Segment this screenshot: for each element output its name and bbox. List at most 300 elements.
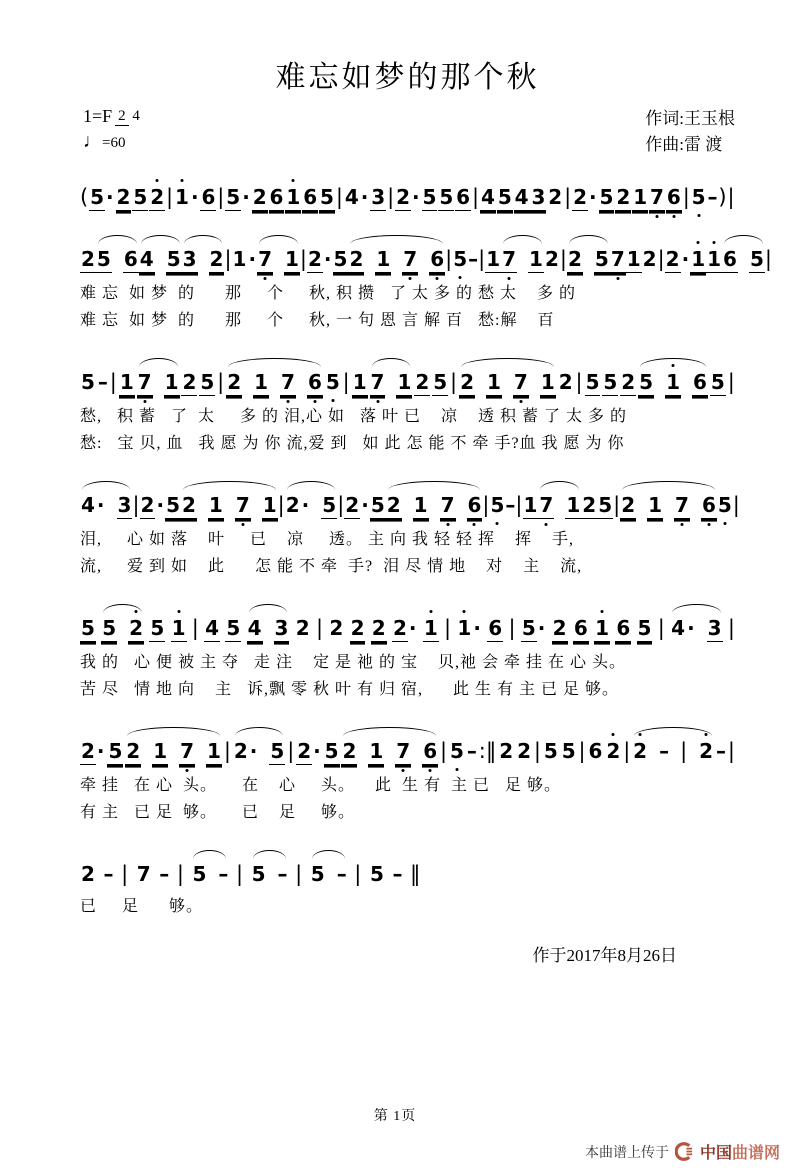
note: [438, 185, 454, 211]
barline: |: [342, 370, 350, 394]
note: [521, 616, 547, 642]
slur: [181, 493, 278, 519]
note-digit: 5: [749, 247, 764, 271]
lyrics-row: 愁, 积 蓄 了 太 多 的 泪,心 如 落 叶 已 凉 透 积 蓄 了 太 多 的: [80, 408, 628, 425]
barline: |: [315, 616, 324, 640]
note-digit: 5: [490, 493, 505, 517]
composer-credit: 作曲:雷 渡: [645, 135, 723, 154]
dot-of-prolongation: ·: [537, 616, 546, 640]
note: [179, 739, 195, 765]
note-digit: 4: [81, 493, 95, 517]
note-digit: 5: [450, 739, 464, 763]
note-digit: 5: [439, 185, 454, 209]
note: [164, 370, 180, 396]
lyrics-row: 泪, 心 如 落 叶 已 凉 透。 主 向 我 轻 轻 挥 挥 手,: [80, 531, 575, 548]
note-digit: 5: [192, 862, 207, 886]
note-digit: 5: [133, 185, 148, 209]
note-digit: 6: [303, 185, 318, 209]
note-digit: 2: [307, 247, 322, 271]
note: [605, 739, 621, 763]
note: [588, 739, 604, 763]
barline: |: [440, 739, 448, 763]
note-digit: 2: [621, 370, 636, 394]
key-tempo-block: [83, 106, 140, 153]
note: [370, 493, 386, 519]
note-digit: 5: [639, 370, 654, 394]
note: [204, 616, 220, 642]
note-digit: 4: [514, 185, 529, 209]
note: [674, 493, 690, 519]
score-line: [80, 724, 735, 826]
lyrics-row: 愁: 宝 贝, 血 我 愿 为 你 流,爱 到 如 此 怎 能 不 牵 手?血 我 愿 为 你: [80, 435, 625, 452]
note: [467, 493, 483, 519]
note: [497, 185, 513, 211]
dot-of-prolongation: ·: [96, 493, 105, 517]
score-line: [80, 232, 772, 334]
barline: |: [533, 739, 541, 763]
slur: [567, 247, 610, 273]
note: [642, 247, 658, 271]
note-digit: 4: [139, 247, 154, 271]
note: [665, 370, 681, 396]
note: [344, 493, 370, 519]
page-title: 难忘如梦的那个秋: [275, 61, 540, 94]
site-name-primary: 中国: [699, 1145, 732, 1162]
note-digit: 1: [523, 493, 538, 517]
slur: [638, 370, 708, 396]
dot-of-prolongation: ·: [589, 185, 597, 209]
note: [136, 862, 152, 886]
tempo-marking: [83, 132, 140, 153]
note-digit: 3: [531, 185, 546, 209]
note: [191, 862, 207, 886]
note: [395, 739, 411, 765]
note-digit: 6: [692, 370, 707, 394]
barline: |: [657, 247, 665, 271]
note: [295, 616, 311, 640]
barline: |: [623, 739, 631, 763]
note: [632, 185, 648, 211]
note-digit: 5: [96, 247, 111, 271]
barline: |: [482, 493, 490, 517]
note-digit: 6: [456, 185, 471, 209]
note-digit: 2: [548, 185, 563, 209]
note-digit: 7: [235, 493, 250, 517]
note-digit: 6: [616, 616, 631, 640]
barline: |: [235, 862, 244, 886]
note-digit: 5: [521, 616, 536, 640]
note: [649, 185, 665, 211]
lyrics-row: 难 忘 如 梦 的 那 个 秋, 积 攒 了 太 多 的 愁 太 多 的: [80, 285, 577, 302]
slur: [182, 247, 225, 273]
slur: [191, 862, 228, 886]
note: [344, 185, 370, 209]
note-digit: 2: [285, 493, 300, 517]
note: [544, 247, 560, 271]
note: [80, 493, 106, 517]
barline: |: [295, 862, 303, 886]
barline: |: [217, 370, 225, 394]
note-digit: 4: [205, 616, 220, 640]
dash: –: [659, 739, 670, 763]
note-digit: 4: [480, 185, 495, 209]
lyricist-credit: 作词:王玉根: [645, 109, 735, 128]
note: [565, 493, 581, 519]
note: [324, 739, 340, 765]
barline: |: [223, 739, 231, 763]
dot-of-prolongation: ·: [681, 247, 690, 271]
note-digit: 6: [723, 247, 737, 271]
note: [632, 739, 648, 763]
slur: [257, 247, 300, 273]
note-digit: 5: [90, 185, 105, 209]
note-digit: 5: [561, 739, 576, 763]
site-name: [700, 1140, 780, 1163]
note: [182, 247, 198, 273]
slur: [538, 493, 581, 519]
note-digit: 2: [582, 493, 597, 517]
note: [302, 185, 318, 211]
slur: [670, 616, 722, 642]
barline: |: [335, 185, 343, 209]
note-digit: 2: [552, 616, 567, 640]
note-digit: 3: [117, 493, 132, 517]
note: [174, 185, 200, 209]
note: [199, 370, 215, 396]
page-number: 第 1页: [373, 1109, 417, 1124]
note-digit: 2: [371, 616, 386, 640]
barline: |: [727, 370, 735, 394]
note: [116, 185, 132, 211]
note: [206, 739, 222, 765]
dash: –: [392, 862, 403, 886]
note-digit: 2: [252, 185, 267, 209]
dash: –: [97, 370, 108, 394]
slur: [620, 493, 717, 519]
note: [125, 739, 141, 765]
barline: |: [277, 493, 285, 517]
note: [296, 739, 322, 765]
note: [328, 616, 344, 640]
note: [128, 616, 144, 642]
dash: –: [277, 862, 288, 886]
slur: [251, 862, 288, 886]
note-digit: 2: [342, 739, 357, 763]
note-digit: 2: [633, 739, 648, 763]
barline: |: [121, 862, 129, 886]
slur: [139, 247, 182, 273]
barline: |: [444, 616, 452, 640]
note-digit: 7: [403, 247, 418, 271]
barline: |: [680, 739, 688, 763]
note: [422, 739, 438, 765]
note: [610, 247, 626, 273]
dot-of-prolongation: ·: [106, 185, 114, 209]
note: [280, 370, 296, 396]
note: [252, 185, 268, 211]
dot-of-prolongation: ·: [242, 185, 250, 209]
note-digit: 2: [181, 493, 196, 517]
note-digit: 2: [350, 616, 365, 640]
note-digit: 5: [433, 370, 448, 394]
note: [80, 616, 96, 642]
barline: |: [354, 862, 362, 886]
note: [392, 616, 418, 642]
note-digit: 2: [81, 862, 95, 886]
note: [423, 616, 439, 642]
note-digit: 2: [460, 370, 474, 394]
note-digit: 1: [413, 493, 428, 517]
note-digit: 2: [573, 185, 588, 209]
score-line: [80, 847, 735, 920]
note: [395, 185, 421, 211]
note: [262, 493, 278, 519]
note: [498, 739, 514, 763]
note: [208, 493, 224, 519]
note-digit: 1: [666, 370, 680, 394]
note-digit: 1: [529, 247, 543, 271]
note: [581, 493, 597, 519]
note: [375, 247, 391, 273]
dot-of-prolongation: ·: [323, 247, 332, 271]
note-digit: 5: [108, 739, 123, 763]
dash: –: [716, 739, 726, 763]
note-digit: 1: [423, 616, 438, 640]
note-digit: 5: [270, 739, 285, 763]
barline: |: [472, 185, 480, 209]
barline: |: [578, 739, 586, 763]
note: [615, 616, 631, 642]
note: [149, 616, 165, 642]
note: [490, 493, 506, 517]
note-digit: 5: [710, 370, 725, 394]
note-digit: 5: [200, 370, 215, 394]
note-digit: 7: [650, 185, 664, 209]
note: [647, 493, 663, 519]
barline: |: [166, 185, 174, 209]
note-digit: 5: [453, 247, 468, 271]
note-digit: 2: [349, 247, 364, 271]
note: [209, 247, 225, 273]
note: [152, 739, 168, 765]
slur: [348, 247, 445, 273]
dot-of-prolongation: ·: [96, 739, 105, 763]
note: [585, 370, 601, 396]
note-digit: 7: [513, 370, 528, 394]
dot-of-prolongation: ·: [408, 616, 417, 640]
upload-note: 本曲谱上传于: [584, 1145, 669, 1161]
note: [413, 493, 429, 519]
dash: –: [218, 862, 229, 886]
note-digit: 6: [269, 185, 284, 209]
note: [119, 370, 135, 396]
note: [396, 370, 412, 396]
note: [573, 616, 589, 642]
note-digit: 1: [232, 247, 247, 271]
note-digit: 1: [369, 739, 384, 763]
note: [285, 493, 311, 517]
slur: [125, 739, 222, 765]
lyrics-row: 我 的 心 便 被 主 夺 走 注 定 是 祂 的 宝 贝,祂 会 牵 挂 在 心 头。: [80, 654, 627, 671]
note-digit: 5: [369, 862, 384, 886]
note: [538, 493, 554, 519]
barline: |: [132, 493, 140, 517]
note: [171, 616, 187, 642]
note: [371, 616, 387, 642]
note-digit: 5: [598, 493, 613, 517]
note-digit: 5: [422, 185, 437, 209]
note-digit: 5: [333, 247, 348, 271]
note-digit: 2: [129, 616, 144, 640]
note-digit: 4: [344, 185, 359, 209]
note: [319, 185, 335, 211]
score-line: [80, 478, 740, 580]
note-digit: 2: [233, 739, 248, 763]
note: [226, 370, 242, 396]
note: [341, 739, 357, 765]
note: [225, 616, 241, 642]
time-signature: [115, 109, 140, 123]
slur: [722, 247, 765, 273]
dash: –: [336, 862, 347, 886]
note: [325, 370, 341, 394]
barline: |: [727, 616, 735, 640]
note-digit: 6: [467, 493, 482, 517]
dash: –: [466, 739, 477, 763]
note-digit: 1: [648, 493, 663, 517]
note: [181, 493, 197, 519]
slur: [80, 493, 132, 519]
barline: |: [727, 185, 735, 209]
note: [165, 493, 181, 519]
note-digit: 5: [226, 185, 241, 209]
note: [89, 185, 115, 211]
final-barline: ‖: [410, 862, 421, 886]
note-digit: 5: [81, 616, 95, 640]
note-digit: 1: [262, 493, 277, 517]
note-digit: 2: [81, 247, 95, 271]
note: [514, 185, 530, 211]
note: [348, 247, 364, 273]
note: [540, 370, 556, 396]
notation-row: [80, 232, 772, 273]
barline: |: [727, 739, 735, 763]
lyrics-row: 有 主 已 足 够。 已 足 够。: [80, 804, 356, 821]
note: [232, 247, 258, 271]
note-digit: 6: [430, 247, 445, 271]
note-digit: 2: [699, 739, 714, 763]
note: [422, 185, 438, 211]
note-digit: 2: [517, 739, 531, 763]
note-digit: 7: [258, 247, 272, 271]
note-digit: 2: [567, 247, 582, 271]
note-digit: 7: [136, 862, 151, 886]
note: [117, 493, 133, 519]
note: [670, 616, 696, 640]
note-digit: 2: [81, 739, 95, 763]
dot-of-prolongation: ·: [687, 616, 695, 640]
note-digit: 5: [594, 247, 609, 271]
slur: [96, 247, 139, 273]
slur: [310, 862, 347, 886]
note-digit: 6: [307, 370, 322, 394]
dot-of-prolongation: ·: [156, 493, 165, 517]
dot-of-prolongation: ·: [248, 247, 257, 271]
note-digit: 5: [717, 493, 732, 517]
note: [132, 185, 148, 211]
score-line: [80, 170, 735, 211]
note: [637, 616, 653, 642]
note-digit: 5: [497, 185, 512, 209]
note-digit: 7: [675, 493, 689, 517]
barline: |: [287, 739, 295, 763]
note: [96, 247, 112, 273]
note-digit: 2: [396, 185, 410, 209]
note: [449, 739, 465, 763]
note-digit: 3: [182, 247, 197, 271]
barline: |: [515, 493, 523, 517]
note-digit: 3: [274, 616, 289, 640]
note: [166, 247, 182, 273]
composition-date: 作于2017年8月26日: [532, 946, 677, 965]
note-digit: 2: [386, 493, 401, 517]
note: [602, 370, 618, 396]
note: [561, 739, 577, 763]
note-digit: 1: [207, 739, 221, 763]
note-digit: 7: [396, 739, 411, 763]
note: [80, 862, 96, 886]
note-digit: 7: [370, 370, 385, 394]
note-digit: 5: [166, 247, 181, 271]
note: [594, 616, 610, 642]
header-meta: [80, 106, 735, 158]
note: [321, 493, 337, 519]
note-digit: 6: [201, 185, 216, 209]
note-digit: 1: [153, 739, 168, 763]
slur: [632, 739, 714, 763]
note: [523, 493, 539, 519]
notation-row: [80, 355, 735, 396]
note-digit: 2: [295, 616, 310, 640]
sheet-music-page: [0, 52, 790, 1171]
note: [368, 739, 384, 765]
note: [123, 247, 139, 273]
note: [620, 370, 636, 396]
dot-of-prolongation: ·: [473, 616, 481, 640]
note-digit: 7: [610, 247, 625, 271]
note-digit: 2: [415, 370, 430, 394]
note-digit: 2: [140, 493, 155, 517]
note-digit: 5: [81, 370, 95, 394]
note-digit: 5: [150, 616, 165, 640]
notation-row: [80, 601, 735, 642]
note-digit: 5: [102, 616, 117, 640]
note-digit: 1: [540, 370, 555, 394]
note-digit: 5: [370, 493, 385, 517]
slur: [370, 370, 413, 396]
note: [274, 616, 290, 642]
score: [80, 170, 772, 920]
note-digit: 2: [544, 247, 559, 271]
lyrics-row: 苦 尽 情 地 向 主 诉,飘 零 秋 叶 有 归 宿, 此 生 有 主 已 足 够。: [80, 681, 620, 698]
dot-of-prolongation: ·: [361, 493, 369, 517]
slur: [459, 370, 556, 396]
site-name-secondary: 曲谱网: [731, 1145, 780, 1162]
key-signature: [83, 106, 140, 126]
note: [352, 370, 368, 396]
note: [594, 247, 610, 273]
note-digit: 5: [226, 616, 241, 640]
